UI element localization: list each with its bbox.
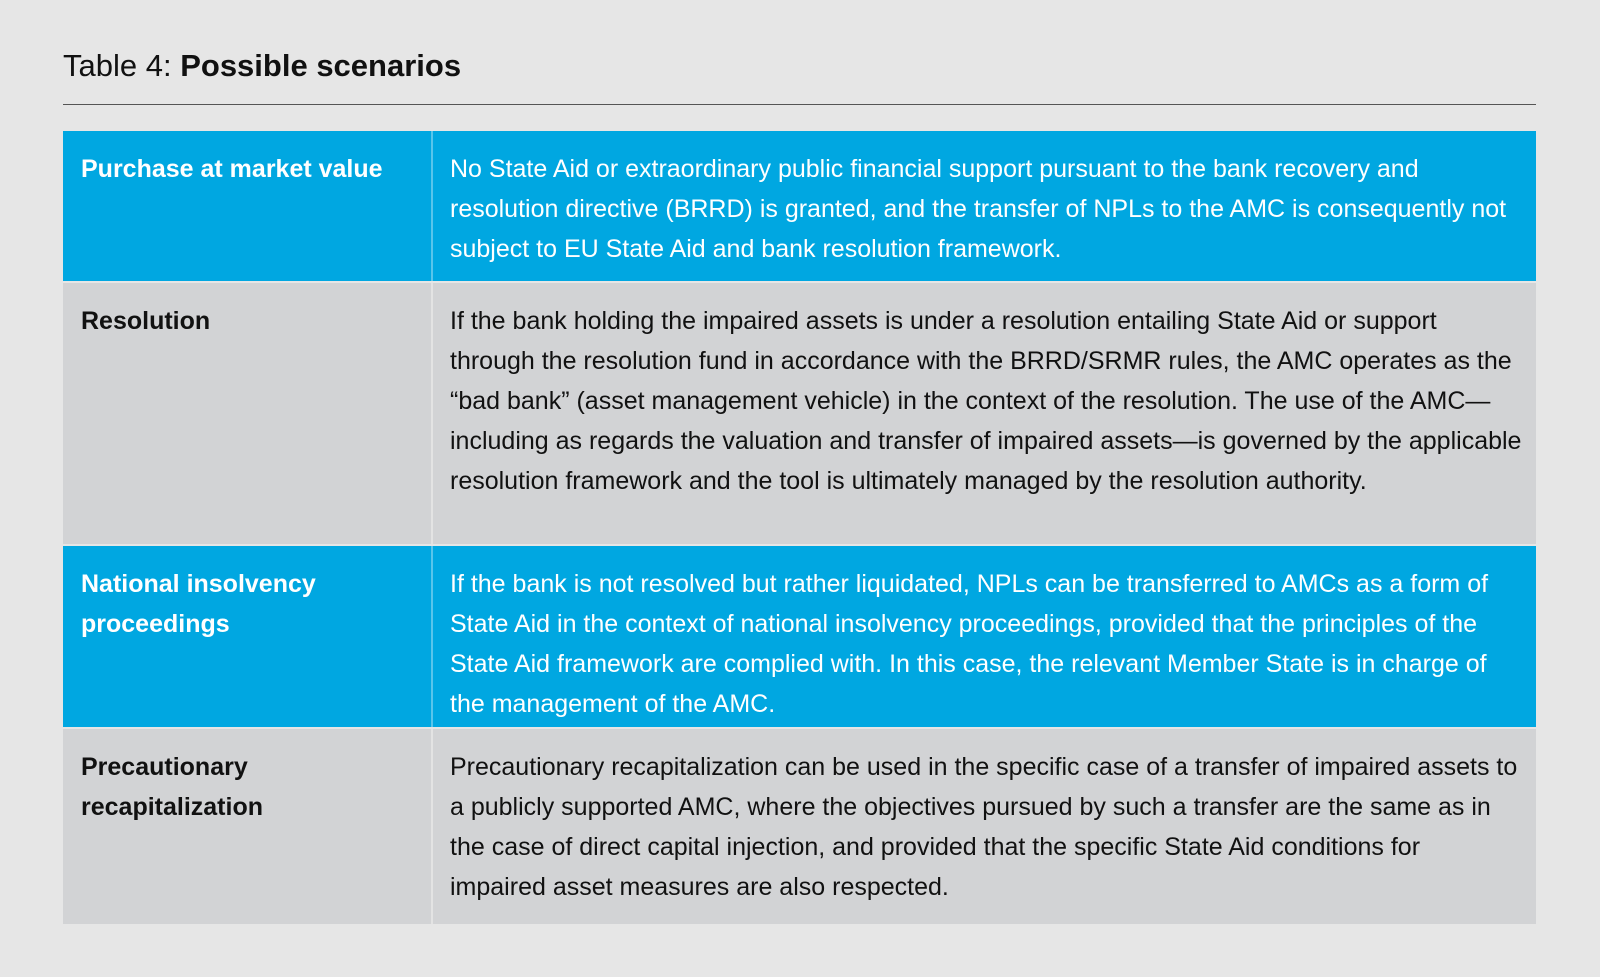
scenarios-table [63,131,1536,924]
table-title-prefix: Table 4: [63,48,181,83]
row-description: Precautionary recapitalization can be used in the specific case of a transfer of impaired assets to a publicly supported AMC, where the objectives pursued by such a transfer are the same as in the case of direct capital injection, and provided that the specific State Aid conditions for impaired asset measures are also respected. [450,753,1518,901]
table-title [63,46,461,86]
table-row [63,131,1536,281]
row-label: Resolution [63,283,433,544]
table-row [63,727,1536,924]
row-label: National insolvency proceedings [63,546,433,727]
row-description: If the bank is not resolved but rather liquidated, NPLs can be transferred to AMCs as a form of State Aid in the context of national insolvency proceedings, provided that the principles of the State Aid framework are complied with. In this case, the relevant Member State is in charge of the management of the AMC. [450,570,1489,718]
table-row [63,281,1536,544]
table-row [63,544,1536,727]
row-description: If the bank holding the impaired assets is under a resolution entailing State Aid or support through the resolution fund in accordance with the BRRD/SRMR rules, the AMC operates as the “bad bank” (asset management vehicle) in the context of the resolution. The use of the AMC—including as regards the valuation and transfer of impaired assets—is governed by the applicable resolution framework and the tool is ultimately managed by the resolution authority. [450,307,1522,495]
row-description: No State Aid or extraordinary public financial support pursuant to the bank recovery and resolution directive (BRRD) is granted, and the transfer of NPLs to the AMC is consequently not subject to EU State Aid and bank resolution framework. [450,155,1507,263]
title-divider [63,104,1536,105]
table-title-main: Possible scenarios [180,48,462,83]
row-label: Purchase at market value [63,131,433,281]
row-label: Precautionary recapitalization [63,729,433,924]
